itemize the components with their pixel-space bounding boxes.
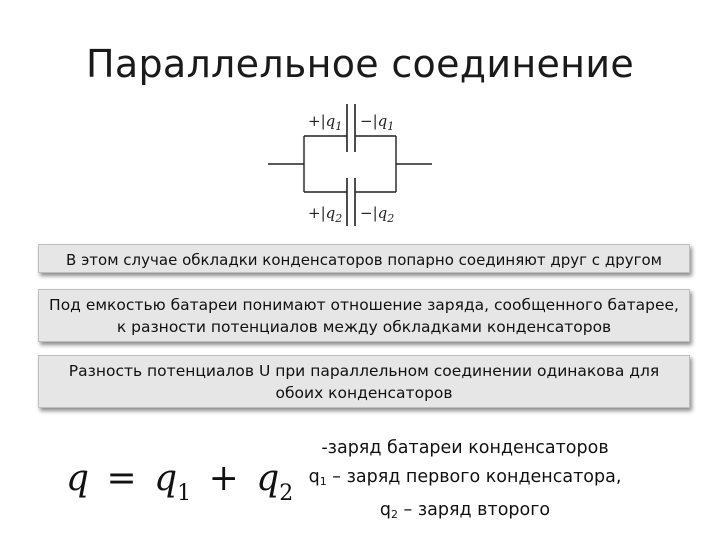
formula-equals: = [106,458,137,499]
explanation-line2: $q_1$ – заряд первого конденсатора, [308,467,622,488]
label-top-left: $+|q_1$ [308,112,343,133]
formula-plus: + [208,458,239,499]
formula-term1: q [154,458,178,499]
charge-explanation [270,434,660,529]
label-bottom-right: $-|q_2$ [360,204,395,225]
svg-text:q = q1 + q2: q = $q_1$ + $q_2$ [66,458,294,506]
label-top-right: $-|q_1$ [360,112,395,133]
parallel-capacitor-diagram [268,98,438,228]
formula-lhs: q [66,458,90,499]
formula-term2: q [256,458,280,499]
info-box-potential-difference: Разность потенциалов U при параллельном соединении одинакова для обоих конденсаторов [38,355,690,408]
slide-title: Параллельное соединение [86,42,634,86]
explanation-line3: $q_2$ – заряд второго [379,500,551,521]
info-box-plates: В этом случае обкладки конденсаторов попарно соединяют друг с другом [38,244,690,273]
charge-sum-formula [66,452,294,508]
explanation-line1: -заряд батареи конденсаторов [321,438,609,458]
label-bottom-left: $+|q_2$ [308,204,343,225]
info-box-capacity-definition: Под емкостью батареи понимают отношение заряда, сообщенного батарее, к разности потенциалов между обкладками конденсаторов [38,289,690,342]
